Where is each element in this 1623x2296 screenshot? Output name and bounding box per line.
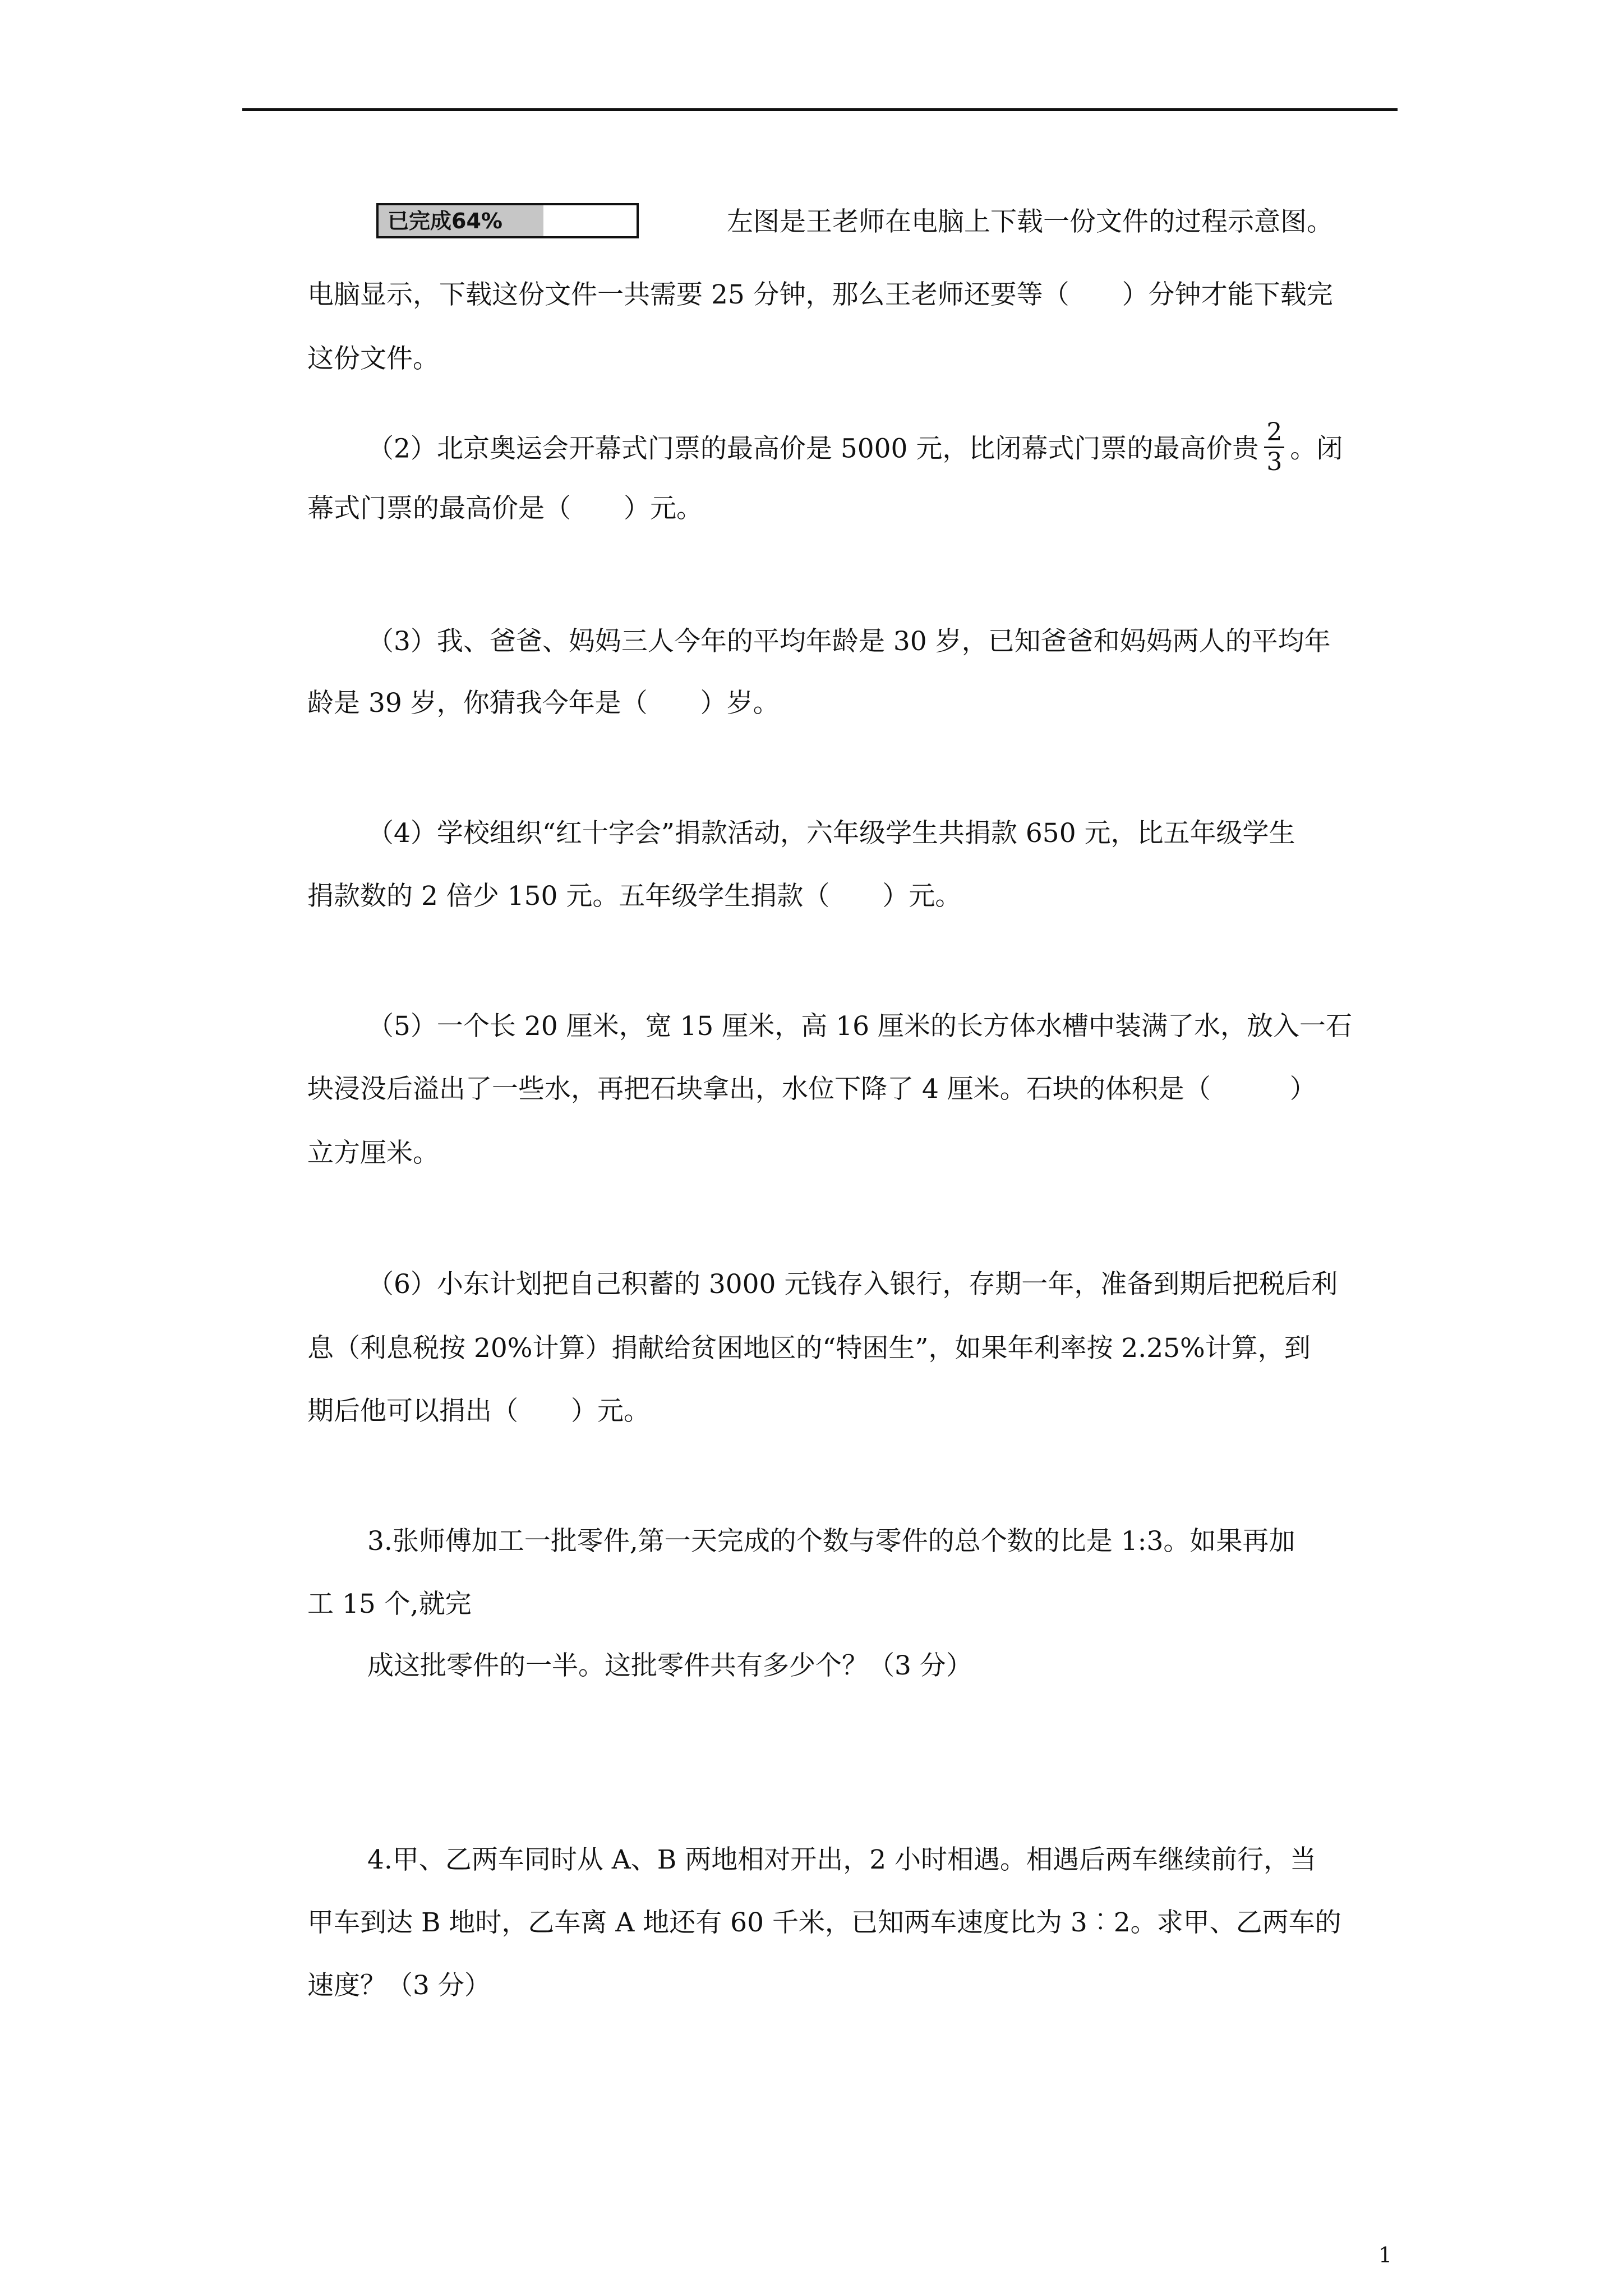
page-number: 1 — [1378, 2243, 1393, 2267]
fraction-numerator: 2 — [1264, 418, 1284, 448]
q6-line-2: 息（利息税按 20%计算）捐献给贫困地区的“特困生”，如果年利率按 2.25%计算，到 — [307, 1333, 1311, 1364]
progress-label: 已完成64% — [388, 209, 502, 233]
q1-line-2: 电脑显示，下载这份文件一共需要 25 分钟，那么王老师还要等（ ）分钟才能下载完 — [307, 279, 1333, 310]
fraction-two-thirds — [1264, 418, 1284, 476]
q4-line-2: 捐款数的 2 倍少 150 元。五年级学生捐款（ ）元。 — [307, 881, 962, 912]
q3-word-line-3: 成这批零件的一半。这批零件共有多少个？（3 分） — [367, 1650, 972, 1681]
q3-word-line-1: 3.张师傅加工一批零件,第一天完成的个数与零件的总个数的比是 1:3。如果再加 — [367, 1526, 1295, 1557]
q4-word-line-1: 4.甲、乙两车同时从 A、B 两地相对开出，2 小时相遇。相遇后两车继续前行，当 — [367, 1844, 1317, 1875]
header-rule — [242, 108, 1398, 111]
q5-line-2: 块浸没后溢出了一些水，再把石块拿出，水位下降了 4 厘米。石块的体积是（ ） — [307, 1074, 1316, 1105]
q3-word-line-2: 工 15 个,就完 — [307, 1589, 472, 1619]
q2-text-before: （2）北京奥运会开幕式门票的最高价是 5000 元，比闭幕式门票的最高价贵 — [367, 433, 1259, 464]
q5-line-1: （5）一个长 20 厘米，宽 15 厘米，高 16 厘米的长方体水槽中装满了水，放入一石 — [367, 1011, 1352, 1042]
q1-line-1: 左图是王老师在电脑上下载一份文件的过程示意图。 — [727, 206, 1333, 237]
q4-word-line-2: 甲车到达 B 地时，乙车离 A 地还有 60 千米，已知两车速度比为 3︰2。求甲、乙两车的 — [307, 1907, 1341, 1938]
q2-text-after: 。闭 — [1290, 433, 1343, 464]
q6-line-1: （6）小东计划把自己积蓄的 3000 元钱存入银行，存期一年，准备到期后把税后利 — [367, 1269, 1338, 1300]
q2-line-1 — [367, 418, 1343, 480]
q3-line-1: （3）我、爸爸、妈妈三人今年的平均年龄是 30 岁，已知爸爸和妈妈两人的平均年 — [367, 626, 1331, 657]
q3-line-2: 龄是 39 岁，你猜我今年是（ ）岁。 — [307, 688, 780, 719]
download-progress-bar — [376, 203, 639, 238]
q4-word-line-3: 速度？（3 分） — [307, 1970, 491, 2001]
q1-line-3: 这份文件。 — [307, 343, 439, 374]
q2-line-2: 幕式门票的最高价是（ ）元。 — [307, 493, 703, 524]
q6-line-3: 期后他可以捐出（ ）元。 — [307, 1396, 650, 1427]
q5-line-3: 立方厘米。 — [307, 1138, 439, 1168]
fraction-denominator: 3 — [1266, 448, 1283, 476]
q4-line-1: （4）学校组织“红十字会”捐款活动，六年级学生共捐款 650 元，比五年级学生 — [367, 818, 1295, 849]
